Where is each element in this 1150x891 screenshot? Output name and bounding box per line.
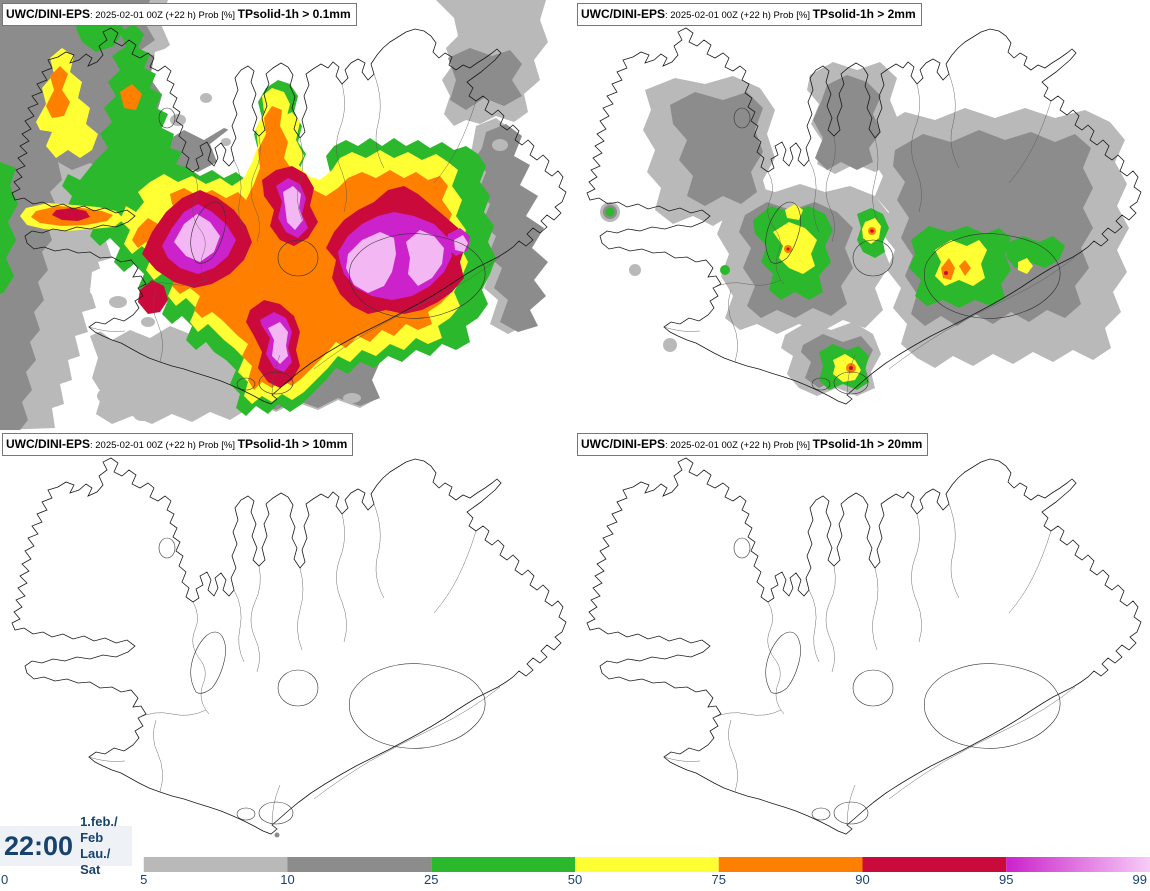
legend-tick-95: 95 — [999, 872, 1014, 887]
panel-prob-10mm — [0, 430, 575, 860]
legend-tick-0: 0 — [1, 872, 9, 887]
legend-tick-90: 90 — [855, 872, 870, 887]
map-prob-2mm — [575, 0, 1150, 430]
product-name: UWC/DINI-EPS — [581, 7, 665, 21]
panel-title-2 — [577, 3, 922, 26]
product-name: UWC/DINI-EPS — [6, 7, 90, 21]
prob-field-overlay — [600, 62, 1129, 396]
map-prob-20mm — [575, 430, 1150, 860]
panel-prob-2mm — [575, 0, 1150, 430]
prob-field-overlay — [0, 0, 548, 430]
legend-tick-99: 99 — [1132, 872, 1147, 887]
parameter-threshold: TPsolid-1h > 10mm — [237, 437, 348, 451]
map-prob-0_1mm — [0, 0, 575, 430]
legend-tick-5: 5 — [140, 872, 148, 887]
valid-weekday-is-en: Lau./ Sat — [80, 846, 111, 878]
legend-tick-10: 10 — [280, 872, 295, 887]
map-prob-10mm — [0, 430, 575, 860]
valid-time-box — [0, 813, 132, 878]
parameter-threshold: TPsolid-1h > 20mm — [812, 437, 923, 451]
panel-title-3 — [2, 433, 353, 456]
panel-title-1 — [2, 3, 357, 26]
panel-prob-20mm — [575, 430, 1150, 860]
run-info: : 2025-02-01 00Z (+22 h) Prob [%] — [90, 440, 238, 451]
parameter-threshold: TPsolid-1h > 0.1mm — [237, 7, 351, 21]
panel-prob-0_1mm — [0, 0, 575, 430]
product-name: UWC/DINI-EPS — [6, 437, 90, 451]
prob-field-overlay — [275, 833, 280, 838]
run-info: : 2025-02-01 00Z (+22 h) Prob [%] — [665, 440, 813, 451]
legend-tick-25: 25 — [424, 872, 439, 887]
legend-tick-50: 50 — [567, 872, 583, 887]
run-info: : 2025-02-01 00Z (+22 h) Prob [%] — [90, 10, 238, 21]
probability-legend — [0, 855, 1150, 891]
product-name: UWC/DINI-EPS — [581, 437, 665, 451]
legend-colorbar — [0, 857, 1150, 872]
valid-time: 22:00 — [4, 830, 74, 861]
legend-tick-75: 75 — [711, 872, 726, 887]
parameter-threshold: TPsolid-1h > 2mm — [812, 7, 916, 21]
run-info: : 2025-02-01 00Z (+22 h) Prob [%] — [665, 10, 813, 21]
valid-date-is-en: 1.feb./ Feb — [80, 813, 118, 845]
panel-title-4 — [577, 433, 928, 456]
